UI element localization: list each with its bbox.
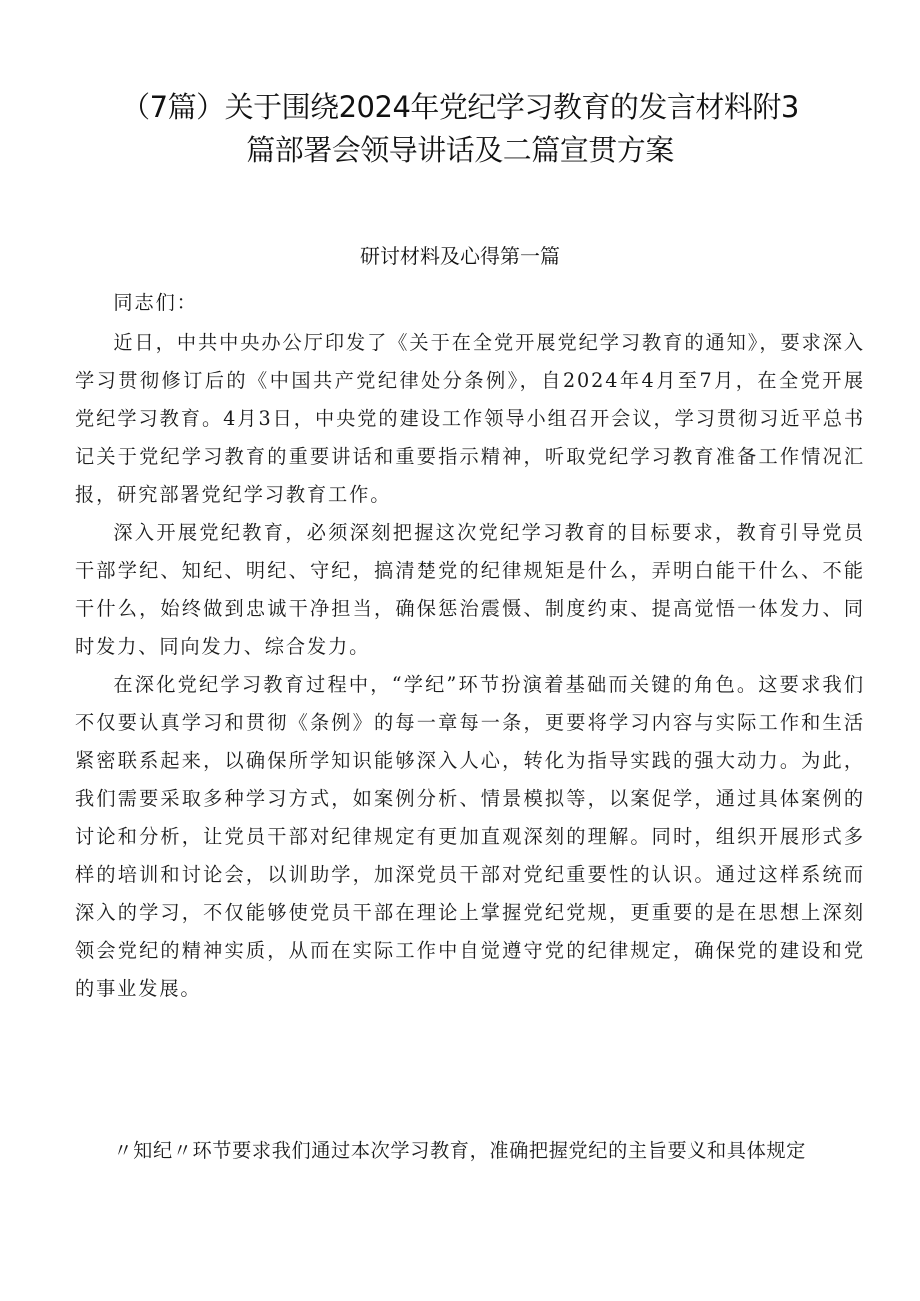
paragraph-1: 近日，中共中央办公厅印发了《关于在全党开展党纪学习教育的通知》，要求深入学习贯彻修订后的《中国共产党纪律处分条例》，自2024年4月至7月，在全党开展党纪学习教育。4月3日，中央党的建设工作领导小组召开会议，学习贯彻习近平总书记关于党纪学习教育的重要讲话和重要指示精神，听取党纪学习教育准备工作情况汇报，研究部署党纪学习教育工作。 bbox=[75, 331, 865, 506]
paragraph-2: 深入开展党纪教育，必须深刻把握这次党纪学习教育的目标要求，教育引导党员干部学纪、知纪、明纪、守纪，搞清楚党的纪律规矩是什么，弄明白能干什么、不能干什么，始终做到忠诚干净担当，确保惩治震慑、制度约束、提高觉悟一体发力、同时发力、同向发力、综合发力。 bbox=[75, 521, 865, 658]
paragraph-4: 〃知纪〃环节要求我们通过本次学习教育，准确把握党纪的主旨要义和具体规定 bbox=[113, 1139, 806, 1162]
document-title bbox=[60, 86, 860, 172]
salutation-block bbox=[75, 284, 865, 322]
salutation: 同志们： bbox=[113, 291, 198, 314]
section-heading: 研讨材料及心得第一篇 bbox=[360, 244, 560, 268]
document-title-line-1: （7篇）关于围绕2024年党纪学习教育的发言材料附3 bbox=[121, 90, 799, 124]
paragraph-3: 在深化党纪学习教育过程中，“学纪”环节扮演着基础而关键的角色。这要求我们不仅要认真学习和贯彻《条例》的每一章每一条，更要将学习内容与实际工作和生活紧密联系起来，以确保所学知识能够深入人心，转化为指导实践的强大动力。为此，我们需要采取多种学习方式，如案例分析、情景模拟等，以案促学，通过具体案例的讨论和分析，让党员干部对纪律规定有更加直观深刻的理解。同时，组织开展形式多样的培训和讨论会，以训助学，加深党员干部对党纪重要性的认识。通过这样系统而深入的学习，不仅能够使党员干部在理论上掌握党纪党规，更重要的是在思想上深刻领会党纪的精神实质，从而在实际工作中自觉遵守党的纪律规定，确保党的建设和党的事业发展。 bbox=[75, 673, 865, 1000]
body-paragraphs bbox=[75, 324, 865, 1008]
closing-paragraph-block bbox=[75, 1132, 875, 1170]
document-title-line-2: 篇部署会领导讲话及二篇宣贯方案 bbox=[246, 133, 674, 167]
